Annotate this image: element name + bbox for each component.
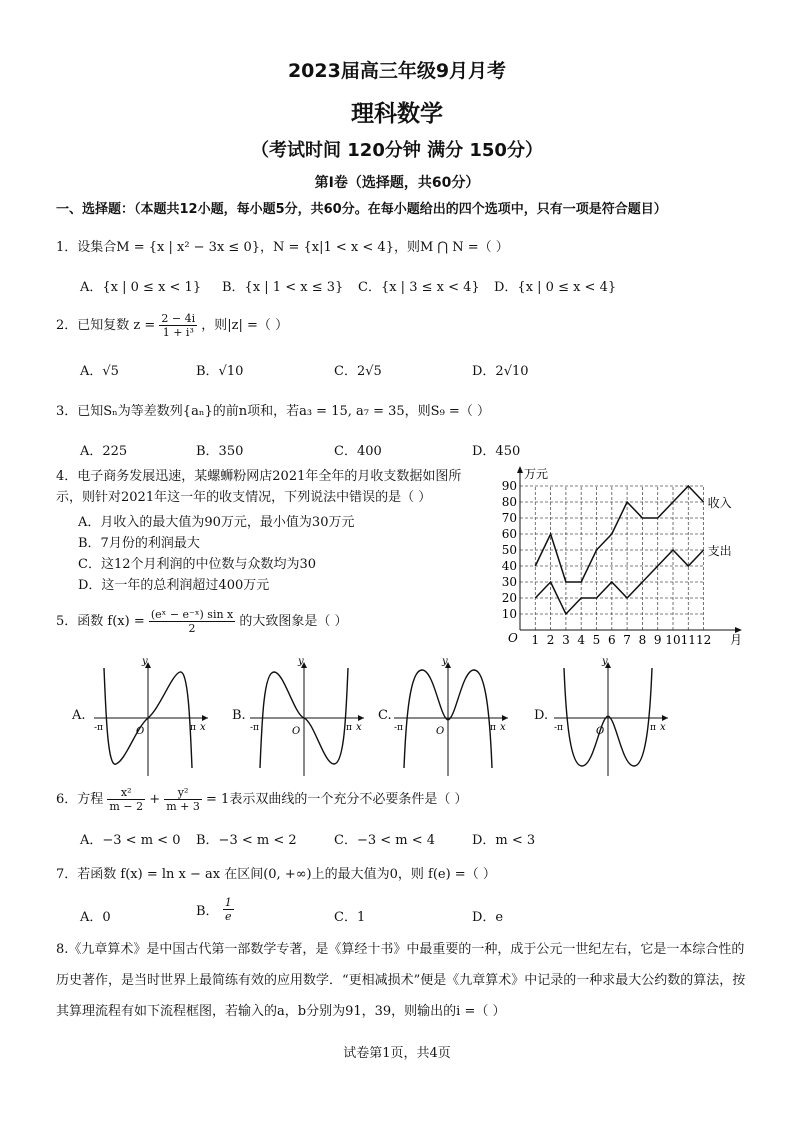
y-tick-label: 50 bbox=[501, 543, 517, 557]
q3-option-b: B．350 bbox=[196, 444, 244, 459]
q5c-x-label: x bbox=[500, 722, 506, 733]
x-tick-label: 6 bbox=[607, 633, 616, 647]
q1-option-c: C．{x | 3 ≤ x < 4} bbox=[358, 280, 480, 295]
q7-option-b bbox=[196, 896, 234, 923]
q5a-origin: O bbox=[136, 726, 145, 737]
q5a-pos-pi: π bbox=[190, 723, 196, 733]
q2-frac-num: 2 − 4i bbox=[161, 312, 196, 325]
q5c-x-arrow bbox=[502, 715, 508, 721]
q5-graph-b bbox=[248, 658, 368, 778]
chart-origin: O bbox=[508, 631, 518, 645]
y-axis-arrow bbox=[517, 466, 523, 473]
q7-option-b-label: B． bbox=[196, 904, 219, 919]
q5c-neg-pi: -π bbox=[394, 723, 403, 733]
y-tick-label: 40 bbox=[501, 559, 517, 573]
q6-frac1-den: m − 2 bbox=[109, 800, 144, 813]
q5d-neg-pi: -π bbox=[554, 723, 563, 733]
q5c-pos-pi: π bbox=[490, 723, 496, 733]
q5b-y-label: y bbox=[298, 658, 304, 667]
series-label-income: 收入 bbox=[707, 496, 732, 510]
x-tick-label: 8 bbox=[638, 633, 647, 647]
q5-suffix: 的大致图象是（ ） bbox=[239, 614, 348, 629]
q5a-x-arrow bbox=[202, 715, 208, 721]
y-tick-label: 20 bbox=[501, 591, 517, 605]
y-tick-label: 80 bbox=[501, 495, 517, 509]
q6-plus: + bbox=[149, 792, 161, 807]
q6-fraction-2 bbox=[164, 786, 202, 813]
q5a-y-label: y bbox=[142, 658, 148, 667]
q2-option-c: C．2√5 bbox=[334, 364, 382, 379]
q2-suffix: ，则|z| =（ ） bbox=[201, 318, 289, 333]
question-1: 1．设集合M = {x | x² − 3x ≤ 0}，N = {x|1 < x < 4}，则M ⋂ N =（ ） bbox=[56, 240, 509, 255]
q3-option-d: D．450 bbox=[472, 444, 521, 459]
x-tick-label: 1 bbox=[531, 633, 540, 647]
q5d-origin: O bbox=[596, 726, 605, 737]
question-5 bbox=[56, 608, 348, 635]
subject-title: 理科数学 bbox=[351, 101, 443, 127]
y-tick-label: 90 bbox=[501, 479, 517, 493]
q4-option-b: B．7月份的利润最大 bbox=[78, 536, 200, 551]
q7-option-a: A．0 bbox=[80, 910, 111, 925]
q6-option-a: A．−3 < m < 0 bbox=[80, 833, 181, 848]
series-label-expense: 支出 bbox=[707, 544, 732, 558]
q2-option-d: D．2√10 bbox=[472, 364, 529, 379]
q7-option-d: D．e bbox=[472, 910, 504, 925]
volume-heading: 第Ⅰ卷（选择题，共60分） bbox=[314, 175, 480, 191]
q5-option-a-label: A. bbox=[72, 708, 86, 723]
y-tick-label: 10 bbox=[501, 607, 517, 621]
q5-graph-c bbox=[392, 658, 512, 778]
y-tick-label: 70 bbox=[501, 511, 517, 525]
q6-suffix: = 1表示双曲线的一个充分不必要条件是（ ） bbox=[206, 792, 468, 807]
x-tick-label: 4 bbox=[577, 633, 586, 647]
y-axis-unit: 万元 bbox=[524, 467, 549, 481]
q5-graph-d bbox=[552, 658, 672, 778]
question-6 bbox=[56, 786, 467, 813]
q5a-neg-pi: -π bbox=[94, 723, 103, 733]
q6-frac1-num: x² bbox=[107, 786, 145, 800]
page-footer: 试卷第1页，共4页 bbox=[343, 1046, 451, 1061]
q5-option-d-label: D. bbox=[534, 708, 549, 723]
x-tick-label: 7 bbox=[623, 633, 631, 647]
q5b-x-label: x bbox=[356, 722, 362, 733]
q5c-origin: O bbox=[436, 726, 445, 737]
q2-option-a: A．√5 bbox=[80, 364, 119, 379]
q6-frac2-num: y² bbox=[164, 786, 202, 800]
q6-frac2-den: m + 3 bbox=[166, 800, 200, 813]
q6-prefix: 6．方程 bbox=[56, 792, 104, 807]
q7-option-c: C．1 bbox=[334, 910, 366, 925]
q5d-y-label: y bbox=[602, 658, 608, 667]
q3-option-c: C．400 bbox=[334, 444, 382, 459]
q5b-origin: O bbox=[292, 726, 301, 737]
question-4-line-2: 示，则针对2021年这一年的收支情况，下列说法中错误的是（ ） bbox=[56, 490, 432, 505]
question-3: 3．已知Sₙ为等差数列{aₙ}的前n项和，若a₃ = 15, a₇ = 35，则S₉ =（ ） bbox=[56, 404, 490, 419]
q1-option-a: A．{x | 0 ≤ x < 1} bbox=[80, 280, 202, 295]
q2-frac-den: 1 + i³ bbox=[162, 326, 194, 339]
exam-info: （考试时间 120分钟 满分 150分） bbox=[251, 140, 543, 161]
q6-option-b: B．−3 < m < 2 bbox=[196, 833, 297, 848]
income-expense-chart bbox=[498, 462, 748, 654]
q1-option-b: B．{x | 1 < x ≤ 3} bbox=[222, 280, 344, 295]
x-tick-label: 12 bbox=[695, 633, 712, 647]
q1-option-d: D．{x | 0 ≤ x < 4} bbox=[494, 280, 617, 295]
y-tick-label: 60 bbox=[501, 527, 517, 541]
x-tick-label: 5 bbox=[592, 633, 601, 647]
q7b-frac-num: 1 bbox=[224, 896, 232, 909]
q5c-y-label: y bbox=[442, 658, 448, 667]
q5-option-c-label: C. bbox=[378, 708, 392, 723]
q3-option-a: A．225 bbox=[80, 444, 128, 459]
q5b-x-arrow bbox=[358, 715, 364, 721]
x-tick-label: 10 bbox=[665, 633, 681, 647]
x-axis-unit: 月 bbox=[730, 633, 743, 647]
x-tick-label: 3 bbox=[562, 633, 570, 647]
question-2 bbox=[56, 312, 288, 339]
q5d-pos-pi: π bbox=[650, 723, 656, 733]
x-tick-label: 2 bbox=[546, 633, 555, 647]
q2-option-b: B．√10 bbox=[196, 364, 244, 379]
q2-prefix: 2．已知复数 z = bbox=[56, 318, 156, 333]
q5-graph-a bbox=[92, 658, 212, 778]
q5d-x-label: x bbox=[660, 722, 666, 733]
x-tick-label: 11 bbox=[680, 633, 696, 647]
exam-title: 2023届高三年级9月月考 bbox=[287, 60, 507, 82]
q2-fraction bbox=[159, 312, 197, 339]
question-7: 7．若函数 f(x) = ln x − ax 在区间(0, +∞)上的最大值为0，则 f(e) =（ ） bbox=[56, 867, 496, 882]
q5-option-b-label: B. bbox=[232, 708, 246, 723]
q5a-x-label: x bbox=[200, 722, 206, 733]
q5-frac-den: 2 bbox=[188, 622, 196, 635]
q4-option-d: D．这一年的总利润超过400万元 bbox=[78, 578, 270, 593]
q5-prefix: 5．函数 f(x) = bbox=[56, 614, 145, 629]
q5b-pos-pi: π bbox=[346, 723, 352, 733]
q6-option-d: D．m < 3 bbox=[472, 833, 536, 848]
q4-option-a: A．月收入的最大值为90万元，最小值为30万元 bbox=[78, 515, 355, 530]
q7-option-b-fraction bbox=[223, 896, 234, 923]
y-tick-label: 30 bbox=[501, 575, 517, 589]
question-8: 8.《九章算术》是中国古代第一部数学专著，是《算经十书》中最重要的一种，成于公元一世纪左右，它是一本综合性的历史著作，是当时世界上最简练有效的应用数学．“更相减损术”便是《九章算术》中记录的一种求最大公约数的算法，按其算理流程有如下流程框图，若输入的a，b分别为91，39，则输出的i =（ ） bbox=[56, 942, 746, 1019]
section-heading: 一、选择题：（本题共12小题，每小题5分，共60分。在每小题给出的四个选项中，只有一项是符合题目） bbox=[56, 202, 667, 217]
q4-option-c: C．这12个月利润的中位数与众数均为30 bbox=[78, 557, 317, 572]
q5-fraction bbox=[149, 608, 235, 635]
q5d-x-arrow bbox=[662, 715, 668, 721]
q5b-neg-pi: -π bbox=[250, 723, 259, 733]
q6-fraction-1 bbox=[107, 786, 145, 813]
q5-frac-num: (eˣ − e⁻ˣ) sin x bbox=[150, 608, 234, 621]
q7b-frac-den: e bbox=[224, 910, 232, 923]
x-tick-label: 9 bbox=[653, 633, 662, 647]
q6-option-c: C．−3 < m < 4 bbox=[334, 833, 436, 848]
question-4-line-1: 4．电子商务发展迅速，某螺蛳粉网店2021年全年的月收支数据如图所 bbox=[56, 469, 462, 484]
